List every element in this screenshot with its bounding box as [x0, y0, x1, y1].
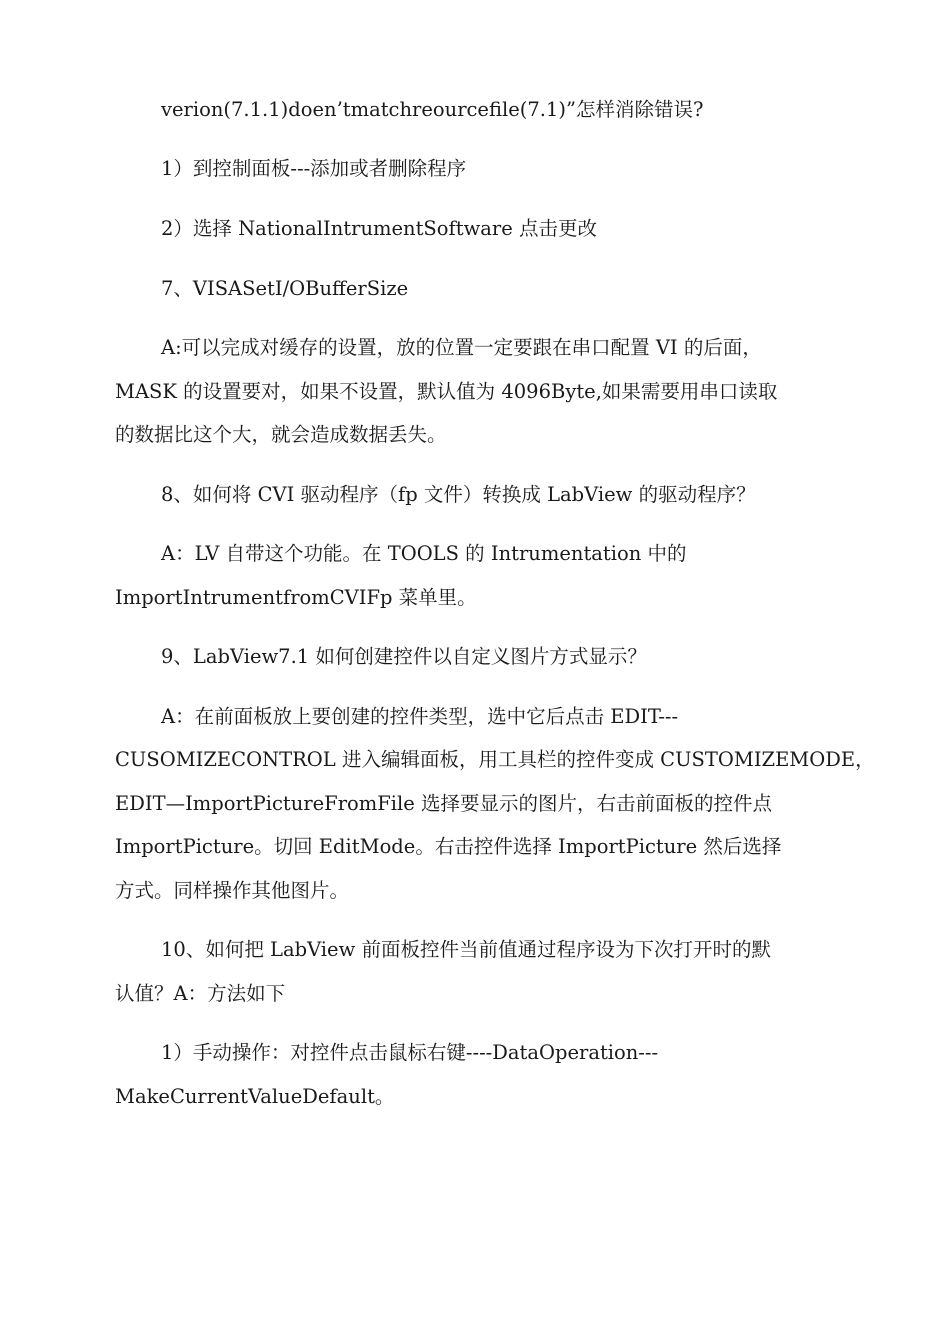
section-heading: 10、如何把 LabView 前面板控件当前值通过程序设为下次打开时的默 [161, 938, 771, 961]
text-line: 2）选择 NationalIntrumentSoftware 点击更改 [161, 217, 597, 240]
section-heading: 8、如何将 CVI 驱动程序（fp 文件）转换成 LabView 的驱动程序？ [161, 483, 756, 506]
text-line: EDIT—ImportPictureFromFile 选择要显示的图片，右击前面板的控件点 [115, 792, 773, 815]
text-line: 认值？A：方法如下 [115, 982, 286, 1005]
text-line: A：在前面板放上要创建的控件类型，选中它后点击 EDIT--- [161, 705, 679, 728]
text-line: verion(7.1.1)doen’tmatchreourcefile(7.1)”怎样消除错误? [161, 98, 704, 121]
text-line: A:可以完成对缓存的设置，放的位置一定要跟在串口配置 VI 的后面， [161, 336, 762, 359]
text-line: 1）到控制面板---添加或者删除程序 [161, 157, 467, 180]
section-heading: 9、LabView7.1 如何创建控件以自定义图片方式显示？ [161, 645, 647, 668]
text-line: MASK 的设置要对，如果不设置，默认值为 4096Byte,如果需要用串口读取 [115, 380, 778, 403]
text-line: ImportIntrumentfromCVIFp 菜单里。 [115, 586, 477, 609]
text-line: MakeCurrentValueDefault。 [115, 1085, 395, 1108]
text-line: 的数据比这个大，就会造成数据丢失。 [115, 423, 447, 446]
text-line: 方式。同样操作其他图片。 [115, 879, 350, 902]
text-line: ImportPicture。切回 EditMode。右击控件选择 ImportPicture 然后选择 [115, 835, 782, 858]
text-line: CUSOMIZECONTROL 进入编辑面板，用工具栏的控件变成 CUSTOMIZEMODE， [115, 748, 875, 771]
text-line: A：LV 自带这个功能。在 TOOLS 的 Intrumentation 中的 [161, 542, 687, 565]
section-heading: 7、VISASetI/OBufferSize [161, 277, 409, 300]
text-line: 1）手动操作：对控件点击鼠标右键----DataOperation--- [161, 1041, 659, 1064]
